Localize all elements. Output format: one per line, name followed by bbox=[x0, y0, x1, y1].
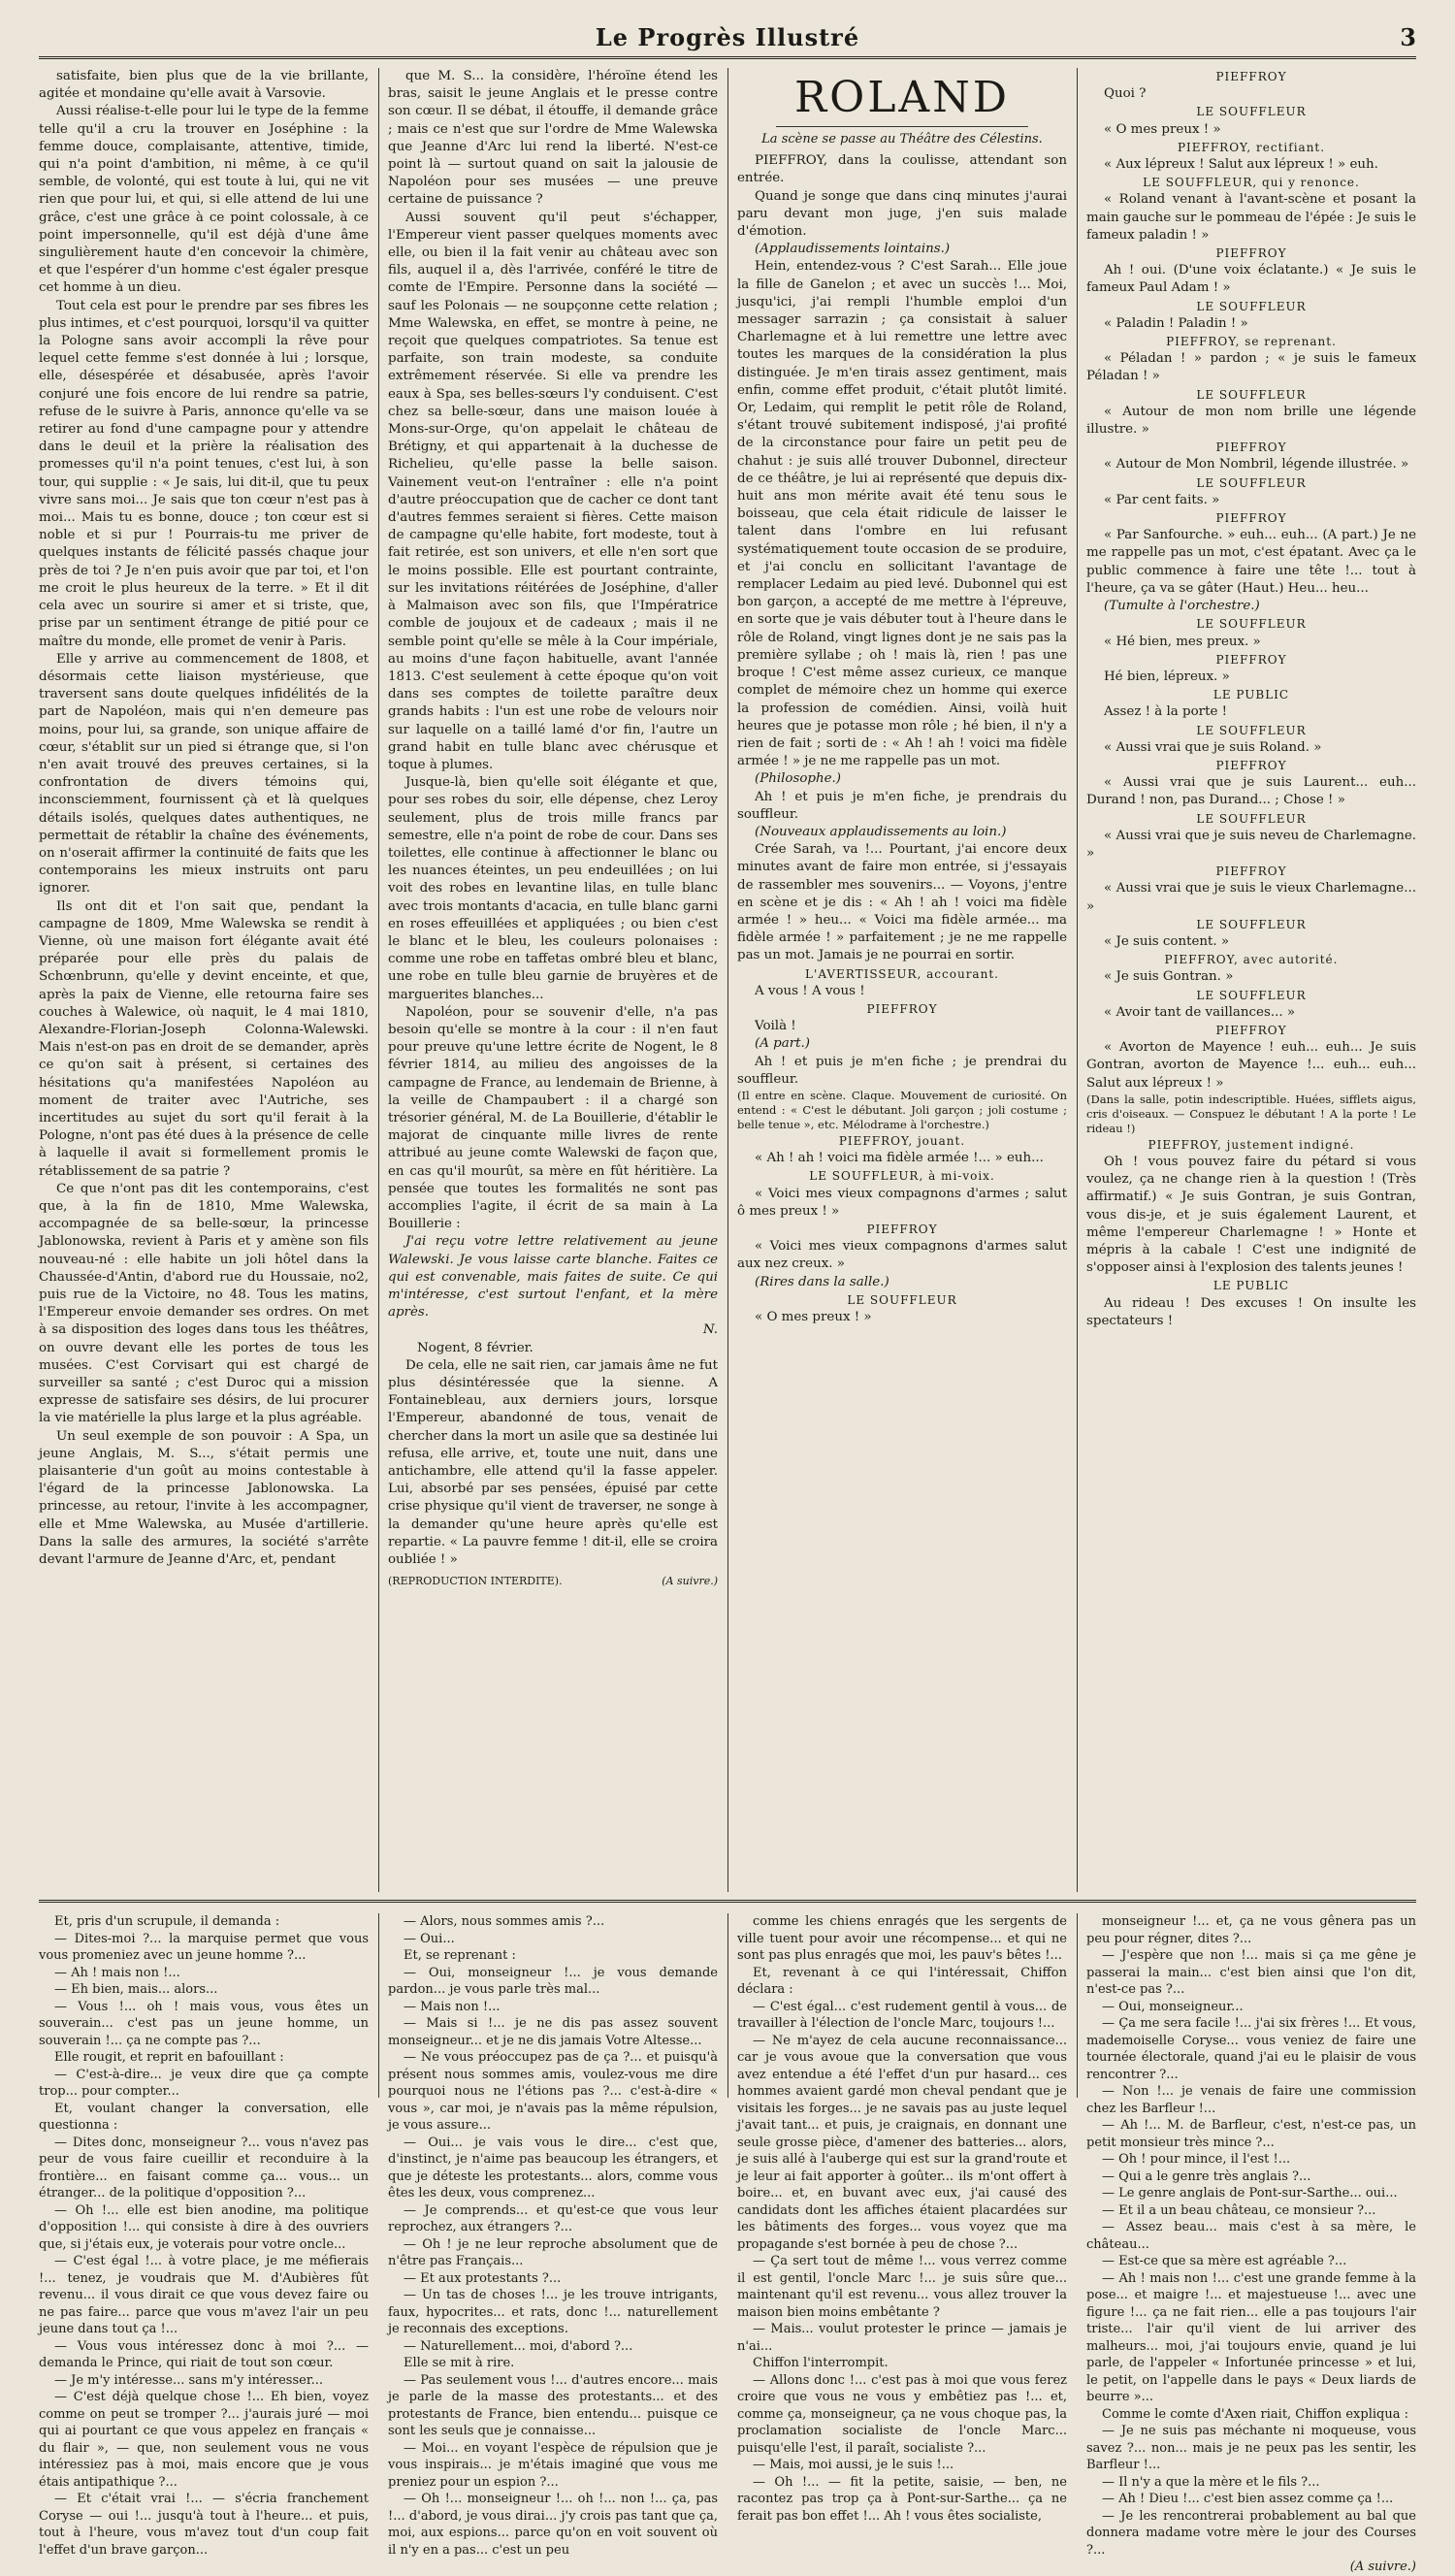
paragraph: — Le genre anglais de Pont-sur-Sarthe... oui... bbox=[1102, 2186, 1398, 2201]
paragraph: — Qui a le genre très anglais ?... bbox=[1102, 2168, 1311, 2184]
paragraph: Elle rougit, et reprit en bafouillant : bbox=[54, 2050, 284, 2065]
roland-title: ROLAND bbox=[794, 73, 1010, 122]
speaker-name: L'AVERTISSEUR, accourant. bbox=[805, 966, 999, 981]
paragraph: — Oui... je vais vous le dire... c'est que, d'instinct, je n'aime pas beaucoup les étrangers, et que je déteste les protestants... alors, comme vous êtes les deux, vous comprenez... bbox=[388, 2135, 718, 2201]
paragraph: — Oh !... elle est bien anodine, ma politique d'opposition !... qui consiste à dire à des ouvriers que, si j'étais eux, je voterais pour votre oncle... bbox=[39, 2202, 369, 2252]
speaker-name: LE SOUFFLEUR bbox=[1196, 811, 1307, 826]
paragraph: — Oui, monseigneur !... je vous demande pardon... je vous parle très mal... bbox=[388, 1965, 718, 1997]
paragraph: — J'espère que non !... mais si ça me gêne je passerai la main... c'est bien ainsi que l'on dit, n'est-ce pas ?... bbox=[1086, 1948, 1416, 1997]
feuilleton-column-4-body bbox=[1086, 1913, 1416, 2559]
speaker-name: PIEFFROY bbox=[1215, 440, 1287, 455]
paragraph: Jusque-là, bien qu'elle soit élégante et que, pour ses robes du soir, elle dépense, chez Leroy seulement, plus de trois mille francs par semestre, elle n'a point de robe de cour. Dans ses toilettes, elle continue à affectionner le blanc ou les nuances éteintes, un peu endeuillées ; on lui voit des robes en levantine lilas, en tulle blanc avec trois montants d'acacia, en tulle blanc garni en roses effeuillées et appliquées ; ou bien c'est le blanc et le bleu, les couleurs polonaises : comme une robe en taffetas ombré bleu et blanc, une robe en tulle bleu garnie de bruyères et de marguerites blanches... bbox=[388, 775, 718, 1002]
paragraph: — Oh !... — fit la petite, saisie, — ben, ne racontez pas trop ça à Pont-sur-Sarthe... ça ne ferait pas bon effet !... Ah ! vous êtes socialiste, bbox=[737, 2474, 1067, 2524]
dialogue-line: Voilà ! bbox=[755, 1019, 796, 1034]
dialogue-line: « O mes preux ! » bbox=[1104, 121, 1221, 137]
article-column-1 bbox=[39, 68, 369, 1892]
paragraph: — C'est égal... c'est rudement gentil à vous... de travailler à l'élection de l'oncle Marc, toujours !... bbox=[737, 1999, 1067, 2031]
feuilleton-section bbox=[39, 1913, 1416, 2574]
paragraph: — Eh bien, mais... alors... bbox=[54, 1982, 218, 1997]
article-column-2-body bbox=[388, 68, 718, 1233]
dialogue-line: Quand je songe que dans cinq minutes j'aurai paru devant mon juge, j'en suis malade d'émotion. bbox=[737, 188, 1067, 240]
paragraph: Napoléon, pour se souvenir d'elle, n'a pas besoin qu'elle se montre à la cour : il n'en faut pour preuve qu'une lettre écrite de Nogent, le 8 février 1814, au milieu des angoisses de la campagne de France, au lendemain de Brienne, à la veille de Champaubert : il a chargé son trésorier général, M. de La Bouillerie, d'établir le majorat de cinquante mille livres de rente attribué au jeune comte Walewski de façon que, en cas qu'il mourût, sa mère en fût héritière. La pensée que toutes les formalités ne sont pas accomplies l'agite, il écrit de sa main à La Bouillerie : bbox=[388, 1004, 718, 1232]
paragraph: — Oui... bbox=[404, 1931, 455, 1946]
stage-direction: (Nouveaux applaudissements au loin.) bbox=[755, 824, 1007, 839]
stage-direction: (Rires dans la salle.) bbox=[755, 1274, 889, 1289]
speaker-name: LE SOUFFLEUR, à mi-voix. bbox=[809, 1169, 995, 1184]
column-rule bbox=[378, 68, 379, 1892]
paragraph: — Est-ce que sa mère est agréable ?... bbox=[1102, 2254, 1347, 2268]
stage-note: (Il entre en scène. Claque. Mouvement de curiosité. On entend : « C'est le débutant. Joli garçon ; joli costume ; belle tenue », etc. Mélodrame à l'orchestre.) bbox=[737, 1088, 1067, 1131]
speaker-name: LE SOUFFLEUR bbox=[1196, 617, 1307, 632]
dialogue-line: Ah ! oui. (D'une voix éclatante.) « Je suis le fameux Paul Adam ! » bbox=[1086, 263, 1416, 296]
paragraph: — Ça me sera facile !... j'ai six frères !... Et vous, mademoiselle Coryse... vous veniez de faire une tournée électorale, quand j'ai eu le plaisir de vous rencontrer ?... bbox=[1086, 2016, 1416, 2082]
speaker-name: LE SOUFFLEUR bbox=[1196, 723, 1307, 737]
speaker-name: PIEFFROY bbox=[1215, 758, 1287, 772]
letter-signature: N. bbox=[702, 1322, 718, 1338]
paragraph: Elle se mit à rire. bbox=[404, 2356, 515, 2370]
roland-dialogue-1 bbox=[737, 152, 1067, 1326]
paragraph: Un seul exemple de son pouvoir : A Spa, un jeune Anglais, M. S..., s'était permis une plaisanterie d'un goût au moins contestable à l'égard de la princesse Jablonowska. La princesse, au retour, l'invite à les accompagner, elle et Mme Walewska, au Musée d'artillerie. Dans la salle des armures, la société s'arrête devant l'armure de Jeanne d'Arc, et, pendant bbox=[39, 1428, 369, 1568]
article-footer bbox=[388, 1573, 718, 1590]
column-rule bbox=[1077, 1913, 1078, 2098]
dialogue-line: « Voici mes vieux compagnons d'armes salut aux nez creux. » bbox=[737, 1239, 1067, 1272]
dialogue-line: Ah ! et puis je m'en fiche, je prendrais du souffleur. bbox=[737, 789, 1067, 822]
speaker-name: LE SOUFFLEUR bbox=[1196, 299, 1307, 313]
speaker-name: LE SOUFFLEUR bbox=[1196, 475, 1307, 490]
speaker-name: PIEFFROY, jouant. bbox=[838, 1133, 966, 1148]
paragraph: Comme le comte d'Axen riait, Chiffon expliqua : bbox=[1102, 2406, 1408, 2422]
paragraph: — Dites donc, monseigneur ?... vous n'avez pas peur de vous faire cueillir et reconduire à la frontière... en faisant comme ça... vous... un étranger... de la politique d'opposition ?... bbox=[39, 2135, 369, 2201]
feuilleton-to-be-continued: (A suivre.) bbox=[1349, 2560, 1416, 2574]
paragraph: — Mais... voulut protester le prince — jamais je n'ai... bbox=[737, 2322, 1067, 2354]
roland-column-2 bbox=[1086, 68, 1416, 1892]
paragraph: — Ne m'ayez de cela aucune reconnaissance... car je vous avoue que la conversation que vous avez entendue a été l'effet d'un pur hasard... ces hommes avaient gardé mon cheval pendant que je visitais les forges... je ne savais pas au juste lequel j'avait tant... et puis, je craignais, en donnant une seule grosse pièce, d'amener des batteries... alors, je suis allé à l'auberge qui est sur la grand'route et je leur ai fait apporter à goûter... ils m'ont offert à boire... et, en buvant avec eux, j'ai causé des candidats dont les affiches étaient placardées sur les bâtiments des forges... vous voyez que ma propagande s'est bornée à peu de chose ?... bbox=[737, 2033, 1067, 2252]
paragraph: — Je comprends... et qu'est-ce que vous leur reprochez, aux étrangers ?... bbox=[388, 2202, 718, 2234]
paragraph: — Je m'y intéresse... sans m'y intéresser... bbox=[54, 2372, 324, 2388]
feuilleton-column-2 bbox=[388, 1913, 718, 2558]
dialogue-line: « Aussi vrai que je suis neveu de Charlemagne. » bbox=[1086, 828, 1416, 861]
speaker-name: LE PUBLIC bbox=[1212, 688, 1290, 702]
paragraph: — Vous vous intéressez donc à moi ?... — demanda le Prince, qui riait de tout son cœur. bbox=[39, 2338, 369, 2370]
paragraph: — Ne vous préoccupez pas de ça ?... et puisqu'à présent nous sommes amis, voulez-vous me dire pourquoi nous ne l'étions pas ?... c'est-à-dire « vous », car moi, je n'avais pas la même répulsion, je vous assure... bbox=[388, 2050, 718, 2133]
dialogue-line: « Avorton de Mayence ! euh... euh... Je suis Gontran, avorton de Mayence !... euh... euh... Salut aux lépreux ! » bbox=[1086, 1040, 1416, 1091]
dialogue-line: « Autour de mon nom brille une légende illustre. » bbox=[1086, 404, 1416, 438]
paragraph: Ce que n'ont pas dit les contemporains, c'est que, à la fin de 1810, Mme Walewska, accompagnée de sa belle-sœur, la princesse Jablonowska, revient à Paris et y amène son fils nouveau-né : elle habite un joli hôtel dans la Chaussée-d'Antin, d'abord rue du Houssaie, no2, puis rue de la Victoire, no 48. Tous les matins, l'Empereur envoie demander ses ordres. On met à sa disposition des loges dans tous les théâtres, on ouvre devant elle les portes de tous les musées. C'est Corvisart qui est chargé de surveiller sa santé ; c'est Duroc qui a mission expresse de satisfaire ses désirs, de lui procurer la vie matérielle la plus large et la plus agréable. bbox=[39, 1181, 369, 1426]
speaker-name: PIEFFROY, rectifiant. bbox=[1177, 140, 1326, 154]
stage-direction: (A part.) bbox=[755, 1036, 810, 1052]
paragraph: Aussi réalise-t-elle pour lui le type de la femme telle qu'il a cru la trouver en Joséphine : la femme douce, complaisante, attentive, timide, qui n'a point d'ambition, ni même, à ce qu'il semble, de volonté, qui est toute à lui, qui ne vit rien que pour lui, et qui, si elle attend de lui une grâce, c'est une grâce à ce point colossale, à ce point impersonnelle, qu'il est déjà d'une âme singulièrement haute d'en concevoir la chimère, et que l'espérer d'un homme c'est égaler presque cet homme à un dieu. bbox=[39, 104, 369, 296]
paragraph: — Non !... je venais de faire une commission chez les Barfleur !... bbox=[1086, 2084, 1416, 2116]
section-divider bbox=[39, 1900, 1416, 1908]
speaker-name: LE SOUFFLEUR, qui y renonce. bbox=[1143, 176, 1360, 190]
stage-note: (Dans la salle, potin indescriptible. Huées, sifflets aigus, cris d'oiseaux. — Conspuez le débutant ! A la porte ! Le rideau !) bbox=[1086, 1092, 1416, 1135]
dialogue-line: Oh ! vous pouvez faire du pétard si vous voulez, ça ne change rien à la question ! (Très affirmatif.) « Je suis Gontran, je suis Gontran, vous dis-je, et je suis également Laurent, et même l'empereur Charlemagne ! » Honte et mépris à la cabale ! C'est une indignité de s'opposer ainsi à l'explosion des talents jeunes ! bbox=[1086, 1154, 1416, 1276]
dialogue-line: PIEFFROY, dans la coulisse, attendant son entrée. bbox=[737, 153, 1067, 186]
dialogue-line: « Aussi vrai que je suis Roland. » bbox=[1104, 739, 1322, 755]
paragraph: — Et c'était vrai !... — s'écria franchement Coryse — oui !... jusqu'à tout à l'heure... et puis, tout à l'heure, vous m'avez tout d'un coup fait l'effet d'un brave garçon... bbox=[39, 2492, 369, 2558]
paragraph: — Oh ! pour mince, il l'est !... bbox=[1102, 2152, 1291, 2167]
speaker-name: PIEFFROY bbox=[866, 1001, 938, 1016]
paragraph: satisfaite, bien plus que de la vie brillante, agitée et mondaine qu'elle avait à Varsovie. bbox=[39, 69, 369, 102]
dialogue-line: Crée Sarah, va !... Pourtant, j'ai encore deux minutes avant de faire mon entrée, si j'essayais de rassembler mes souvenirs... — Voyons, j'entre en scène et je dis : « Ah ! ah ! voici ma fidèle armée ! » heu... « Voici ma fidèle armée... ma fidèle armée ! » parfaitement ; je ne me rappelle pas un mot. Jamais je ne pourrai en sortir. bbox=[737, 842, 1067, 963]
speaker-name: PIEFFROY bbox=[1215, 1023, 1287, 1037]
speaker-name: PIEFFROY bbox=[1215, 246, 1287, 261]
dialogue-line: « Voici mes vieux compagnons d'armes ; salut ô mes preux ! » bbox=[737, 1186, 1067, 1219]
speaker-name: PIEFFROY bbox=[1215, 70, 1287, 83]
paragraph: Et, pris d'un scrupule, il demanda : bbox=[54, 1914, 280, 1929]
dialogue-line: « Par cent faits. » bbox=[1104, 492, 1220, 507]
paragraph: — Moi... en voyant l'espèce de répulsion que je vous inspirais... je m'étais imaginé que vous me preniez pour un espion ?... bbox=[388, 2440, 718, 2490]
paragraph: — Vous !... oh ! mais vous, vous êtes un souverain... c'est pas un jeune homme, un souverain !... ça ne compte pas ?... bbox=[39, 1999, 369, 2048]
paragraph: — Ah ! mais non !... c'est une grande femme à la pose... et maigre !... et majestueuse !... avec une figure !... ça ne fait rien... elle a pas toujours l'air triste... l'air qu'il vient de lui arriver des malheurs... moi, j'ai toujours envie, quand je lui parle, de l'appeler « Infortunée princesse » et lui, le petit, on l'appelle dans le pays « Deux liards de beurre »... bbox=[1086, 2270, 1416, 2404]
dialogue-line: « Paladin ! Paladin ! » bbox=[1104, 315, 1248, 331]
paragraph: — Il n'y a que la mère et le fils ?... bbox=[1102, 2474, 1320, 2490]
feuilleton-column-4 bbox=[1086, 1913, 1416, 2574]
paragraph: Tout cela est pour le prendre par ses fibres les plus intimes, et c'est pourquoi, lorsqu'il va quitter la Pologne sans avoir accompli la rêve pour lequel cette femme s'est donnée à lui ; lorsque, elle, désespérée et désabusée, après l'avoir conjuré une fois encore de lui rendre sa patrie, refuse de le suivre à Paris, annonce qu'elle va se retirer au fond d'une campagne pour y attendre dans le deuil et la prière la réalisation des promesses qu'il n'a point tenues, c'est lui, à son tour, qui supplie : « Je sais, lui dit-il, que tu peux vivre sans moi... Je sais que ton cœur n'est pas à moi... Mais tu es bonne, douce ; ton cœur est si noble et si pur ! Pourrais-tu me priver de quelques instants de félicité passés chaque jour près de toi ? Je n'en puis avoir que par toi, et l'on me croit le plus heureux de la terre. » Et il dit cela avec un sourire si amer et si triste, que, prise par un sentiment étrange de pitié pour ce maître du monde, elle promet de venir à Paris. bbox=[39, 298, 369, 649]
speaker-name: PIEFFROY bbox=[866, 1222, 938, 1236]
paragraph: — Mais non !... bbox=[404, 1999, 501, 2014]
paragraph: Et, voulant changer la conversation, elle questionna : bbox=[39, 2101, 369, 2133]
napoleon-letter: J'ai reçu votre lettre relativement au jeune Walewski. Je vous laisse carte blanche. Faites ce qui est convenable, mais faites de suite. Ce qui m'intéresse, c'est surtout l'enfant, et la mère après. bbox=[388, 1234, 718, 1321]
paragraph: — Mais, moi aussi, je le suis !... bbox=[753, 2458, 954, 2472]
paragraph: Aussi souvent qu'il peut s'échapper, l'Empereur vient passer quelques moments avec elle, ou bien il la fait venir au château avec son fils, auquel il a, dès l'arrivée, conféré le titre de comte de l'Empire. Personne dans la société — sauf les Polonais — ne soupçonne cette relation ; Mme Walewska, en effet, se montre à peine, ne reçoit que quelques compatriotes. Sa tenue est parfaite, son train modeste, sa conduite extrêmement réservée. Si elle va prendre les eaux à Spa, ses belles-sœurs l'y conduisent. C'est chez sa belle-sœur, dans une maison louée à Mons-sur-Orge, qu'on appelait le château de Brétigny, et qui appartenait à la duchesse de Richelieu, qu'elle passe la belle saison. Vainement veut-on l'entraîner : elle n'a point d'autre préoccupation que de cacher ce dont tant d'autres femmes seraient si fières. Cette maison de campagne qu'elle habite, fort modeste, tout à fait retirée, est son univers, et elle n'en sort que le moins possible. Elle est pourtant contrainte, sur les invitations réitérées de Joséphine, d'aller à Malmaison avec son fils, que l'Impératrice comble de joujoux et de cadeaux ; mais il ne semble point qu'elle se mêle à la Cour impériale, au moins d'une façon habituelle, avant l'année 1813. C'est seulement à cette époque qu'on voit dans ses comptes de toilette paraître deux grands habits : l'un est une robe de velours noir sur laquelle on a taillé lamé d'or fin, l'autre un grand habit en tulle blanc avec chérusque et toque à plumes. bbox=[388, 210, 718, 772]
speaker-name: PIEFFROY, se reprenant. bbox=[1166, 335, 1337, 349]
dialogue-line: « Aussi vrai que je suis Laurent... euh... Durand ! non, pas Durand... ; Chose ! » bbox=[1086, 775, 1416, 808]
speaker-name: PIEFFROY, avec autorité. bbox=[1164, 953, 1339, 967]
speaker-name: LE SOUFFLEUR bbox=[1196, 387, 1307, 402]
dialogue-line: Assez ! à la porte ! bbox=[1104, 704, 1228, 720]
paragraph: Chiffon l'interrompit. bbox=[753, 2356, 889, 2370]
dialogue-line: A vous ! A vous ! bbox=[755, 983, 865, 998]
dialogue-line: Au rideau ! Des excuses ! On insulte les spectateurs ! bbox=[1086, 1295, 1416, 1328]
paragraph: — Mais si !... je ne dis pas assez souvent monseigneur... et je ne dis jamais Votre Altesse... bbox=[388, 2016, 718, 2048]
dialogue-line: « O mes preux ! » bbox=[755, 1310, 872, 1324]
dialogue-line: « Hé bien, mes preux. » bbox=[1104, 634, 1261, 649]
feuilleton-column-1 bbox=[39, 1913, 369, 2558]
speaker-name: LE SOUFFLEUR bbox=[1196, 105, 1307, 119]
scene-setting: La scène se passe au Théâtre des Célestins. bbox=[761, 132, 1043, 147]
dialogue-line: « Aussi vrai que je suis le vieux Charlemagne... » bbox=[1086, 881, 1416, 914]
speaker-name: PIEFFROY bbox=[1215, 652, 1287, 667]
paragraph: — Dites-moi ?... la marquise permet que vous vous promeniez avec un jeune homme ?... bbox=[39, 1931, 369, 1963]
paragraph: — Un tas de choses !... je les trouve intrigants, faux, hypocrites... et rats, donc !... naturellement je reconnais des exceptions. bbox=[388, 2288, 718, 2336]
dialogue-line: « Avoir tant de vaillances... » bbox=[1104, 1004, 1296, 1020]
dialogue-line: « Roland venant à l'avant-scène et posant la main gauche sur le pommeau de l'épée : Je suis le fameux paladin ! » bbox=[1086, 192, 1416, 243]
roland-column-1 bbox=[737, 68, 1067, 1892]
letter-date: Nogent, 8 février. bbox=[417, 1340, 534, 1355]
dialogue-line: « Par Sanfourche. » euh... euh... (A part.) Je ne me rappelle pas un mot, c'est épatant. Avec ça le public commence à faire une tête !... tout à l'heure, ça va se gâter (Haut.) Heu... heu... bbox=[1086, 528, 1416, 596]
dialogue-line: « Je suis Gontran. » bbox=[1104, 969, 1234, 985]
paragraph: — Ça sert tout de même !... vous verrez comme il est gentil, l'oncle Marc !... je suis sûre que... maintenant qu'il est revenu... vous allez trouver la maison bien moins embêtante ? bbox=[737, 2254, 1067, 2320]
paragraph: que M. S... la considère, l'héroïne étend les bras, saisit le jeune Anglais et le presse contre son cœur. Il se débat, il étouffe, il demande grâce ; mais ce n'est que sur l'ordre de Mme Walewska que Jeanne d'Arc lui rend la liberté. N'est-ce point là — surtout quand on sait la jalousie de Napoléon pour ses musées — une preuve certaine de puissance ? bbox=[388, 69, 718, 208]
stage-direction: (Philosophe.) bbox=[755, 771, 842, 787]
feuilleton-column-3 bbox=[737, 1913, 1067, 2524]
paragraph: — Alors, nous sommes amis ?... bbox=[404, 1914, 605, 1929]
paragraph: — Ah !... M. de Barfleur, c'est, n'est-ce pas, un petit monsieur très mince ?... bbox=[1086, 2118, 1416, 2150]
dialogue-line: « Aux lépreux ! Salut aux lépreux ! » euh. bbox=[1104, 157, 1378, 173]
speaker-name: PIEFFROY bbox=[1215, 511, 1287, 526]
dialogue-line: « Autour de Mon Nombril, légende illustrée. » bbox=[1104, 457, 1409, 473]
speaker-name: LE SOUFFLEUR bbox=[1196, 917, 1307, 931]
paragraph: — Oui, monseigneur... bbox=[1102, 1999, 1244, 2014]
paragraph: — C'est déjà quelque chose !... Eh bien, voyez comme on peut se tromper ?... j'aurais juré — moi qui ai pourtant ce que vous appelez en français « du flair », — que, non seulement vous ne vous intéressiez pas à moi, mais encore que je vous étais antipathique ?... bbox=[39, 2390, 369, 2490]
paragraph: — Et aux protestants ?... bbox=[404, 2270, 562, 2286]
stage-direction: (Tumulte à l'orchestre.) bbox=[1104, 599, 1260, 614]
title-rule bbox=[776, 126, 1028, 127]
dialogue-line: Quoi ? bbox=[1104, 86, 1147, 102]
speaker-name: LE SOUFFLEUR bbox=[1196, 988, 1307, 1002]
paragraph: — Pas seulement vous !... d'autres encore... mais je parle de la masse des protestants... et des protestants de France, bien entendu... puisque ce sont les seuls que je connaisse... bbox=[388, 2372, 718, 2438]
paragraph: — Je les rencontrerai probablement au bal que donnera madame votre mère le jour des Courses ?... bbox=[1086, 2508, 1416, 2558]
paragraph: — Et il a un beau château, ce monsieur ?... bbox=[1102, 2202, 1376, 2218]
paragraph: — Ah ! Dieu !... c'est bien assez comme ça !... bbox=[1102, 2492, 1394, 2506]
column-rule bbox=[1077, 68, 1078, 1892]
paragraph: — Oh ! je ne leur reproche absolument que de n'être pas Français... bbox=[388, 2236, 718, 2268]
dialogue-line: Hé bien, lépreux. » bbox=[1104, 668, 1230, 684]
dialogue-line: Hein, entendez-vous ? C'est Sarah... Elle joue la fille de Ganelon ; et avec un succès !... Moi, jusqu'ici, j'ai rempli l'humble emploi d'un messager sarrazin ; ça consistait à saluer Charlemagne et à lui remettre une lettre avec toutes les marques de la considération la plus distinguée. Je m'en tirais assez gentiment, mais enfin, comme effet produit, c'était plutôt limité. Or, Ledaim, qui remplit le petit rôle de Roland, s'étant trouvé subitement indisposé, j'ai profité de la circonstance pour faire un petit peu de chahut : je suis allé trouver Dubonnel, directeur de ce théâtre, je lui ai représenté que depuis dix-huit ans mon mérite avait été tenu sous le boisseau, que cela était ridicule de laisser le talent dans l'ombre en lui refusant systématiquement toute occasion de se produire, et j'ai conclu en sollicitant l'avantage de remplacer Ledaim au pied levé. Dubonnel qui est bon garçon, a accepté de me mettre à l'épreuve, en sorte que je vais débuter tout à l'heure dans le rôle de Roland, vingt lignes dont je ne sais pas la première syllabe ; oh ! mais là, rien ! pas une broque ! C'est même assez curieux, ce manque complet de mémoire chez un homme qui exerce la profession de comédien. Ainsi, voilà huit heures que je potasse mon rôle ; hé bien, il n'y a rien de fait ; sorti de : « Ah ! ah ! voici ma fidèle armée ! » je ne me rappelle pas un mot. bbox=[737, 259, 1067, 769]
article-conclusion: De cela, elle ne sait rien, car jamais âme ne fut plus désintéressée que la sienne. A Fontainebleau, aux derniers jours, lorsque l'Empereur, abandonné de tous, venait de chercher dans la mort un asile que sa destinée lui refusa, elle arrive, et, toute une nuit, dans une antichambre, elle attend qu'il la fasse appeler. Lui, absorbé par ses pensées, épuisé par cette crise physique qu'il vient de traverser, ne songe à la demander qu'une heure après qu'elle est repartie. « La pauvre femme ! dit-il, elle se croira oubliée ! » bbox=[388, 1357, 718, 1568]
paragraph: — Allons donc !... c'est pas à moi que vous ferez croire que vous ne vous y embêtiez pas !... et, comme ça, monseigneur, ça ne vous choque pas, la proclamation socialiste de l'oncle Marc... puisqu'elle l'est, il paraît, socialiste ?... bbox=[737, 2372, 1067, 2456]
paragraph: Elle y arrive au commencement de 1808, et désormais cette liaison mystérieuse, que traversent sans doute quelques infidélités de la part de Napoléon, mais qui n'en demeure pas moins, pour lui, sa grande, son unique affaire de cœur, s'établit sur un pied si étrange que, si l'on n'en avait trouvé des preuves certaines, si la confrontation de divers témoins qui, inconsciemment, fournissent çà et là quelques détails isolés, quelques dates authentiques, ne permettait de rétablir la chaîne des événements, on n'oserait affirmer la continuité de faits que les contemporains les mieux instruits ont paru ignorer. bbox=[39, 651, 369, 897]
speaker-name: PIEFFROY bbox=[1215, 864, 1287, 879]
upper-section bbox=[39, 68, 1416, 1892]
paragraph: — Naturellement... moi, d'abord ?... bbox=[404, 2338, 633, 2354]
stage-direction: (Applaudissements lointains.) bbox=[755, 242, 951, 257]
paragraph: monseigneur !... et, ça ne vous gênera pas un peu pour régner, dites ?... bbox=[1086, 1914, 1416, 1946]
dialogue-line: « Ah ! ah ! voici ma fidèle armée !... » euh... bbox=[755, 1151, 1044, 1166]
paragraph: comme les chiens enragés que les sergents de ville tuent pour avoir une récompense... et qui ne sont pas plus enragés que moi, les pauv's bêtes !... bbox=[737, 1914, 1067, 1963]
dialogue-line: Ah ! et puis je m'en fiche ; je prendrai du souffleur. bbox=[737, 1054, 1067, 1087]
speaker-name: LE PUBLIC bbox=[1212, 1279, 1290, 1293]
newspaper-title: Le Progrès Illustré bbox=[595, 23, 860, 51]
paragraph: — Assez beau... mais c'est à sa mère, le château... bbox=[1086, 2220, 1416, 2252]
paragraph: Ils ont dit et l'on sait que, pendant la campagne de 1809, Mme Walewska se rendit à Vienne, où une maison fort élégante avait été préparée pour elle près du palais de Schœnbrunn, qu'elle y devint enceinte, et que, après la paix de Vienne, elle retourna faire ses couches à Walewice, où naquit, le 4 mai 1810, Alexandre-Florian-Joseph Colonna-Walewski. Mais n'est-on pas en droit de se demander, après ce qu'on sait à présent, si certaines des hésitations qu'a manifestées Napoléon au moment de traiter avec l'Autriche, ses incertitudes au sujet du sort qu'il ferait à la Pologne, n'ont pas été dues à la présence de celle à laquelle il avait si formellement promis le rétablissement de sa patrie ? bbox=[39, 898, 369, 1179]
page-header bbox=[39, 17, 1416, 59]
paragraph: Et, se reprenant : bbox=[404, 1948, 516, 1963]
reproduction-notice: (REPRODUCTION INTERDITE). bbox=[388, 1575, 563, 1588]
column-rule bbox=[378, 1913, 379, 2098]
paragraph: — C'est égal !... à votre place, je me méfierais !... tenez, je voudrais que M. d'Aubières fût revenu... il vous dirait ce que vous devez faire ou ne pas faire... parce que vous m'avez l'air un peu jeune dans tout ça !... bbox=[39, 2254, 369, 2336]
to-be-continued: (A suivre.) bbox=[662, 1575, 718, 1588]
dialogue-line: « Péladan ! » pardon ; « je suis le fameux Péladan ! » bbox=[1086, 351, 1416, 384]
dialogue-line: « Je suis content. » bbox=[1104, 933, 1230, 949]
page-number: 3 bbox=[1400, 23, 1416, 51]
paragraph: — Je ne suis pas méchante ni moqueuse, vous savez ?... non... mais je ne peux pas les sentir, les Barfleur !... bbox=[1086, 2424, 1416, 2472]
paragraph: — C'est-à-dire... je veux dire que ça compte trop... pour compter... bbox=[39, 2067, 369, 2099]
speaker-name: LE SOUFFLEUR bbox=[847, 1292, 957, 1307]
article-column-2 bbox=[388, 68, 718, 1892]
paragraph: — Ah ! mais non !... bbox=[54, 1965, 180, 1980]
paragraph: Et, revenant à ce qui l'intéressait, Chiffon déclara : bbox=[737, 1965, 1067, 1997]
paragraph: — Oh !... monseigneur !... oh !... non !... ça, pas !... d'abord, je vous dirai... j'y crois pas tant que ça, moi, aux espions... parce qu'on en voit souvent où il n'y en a pas... c'est un peu bbox=[388, 2492, 718, 2558]
speaker-name: PIEFFROY, justement indigné. bbox=[1148, 1137, 1355, 1152]
